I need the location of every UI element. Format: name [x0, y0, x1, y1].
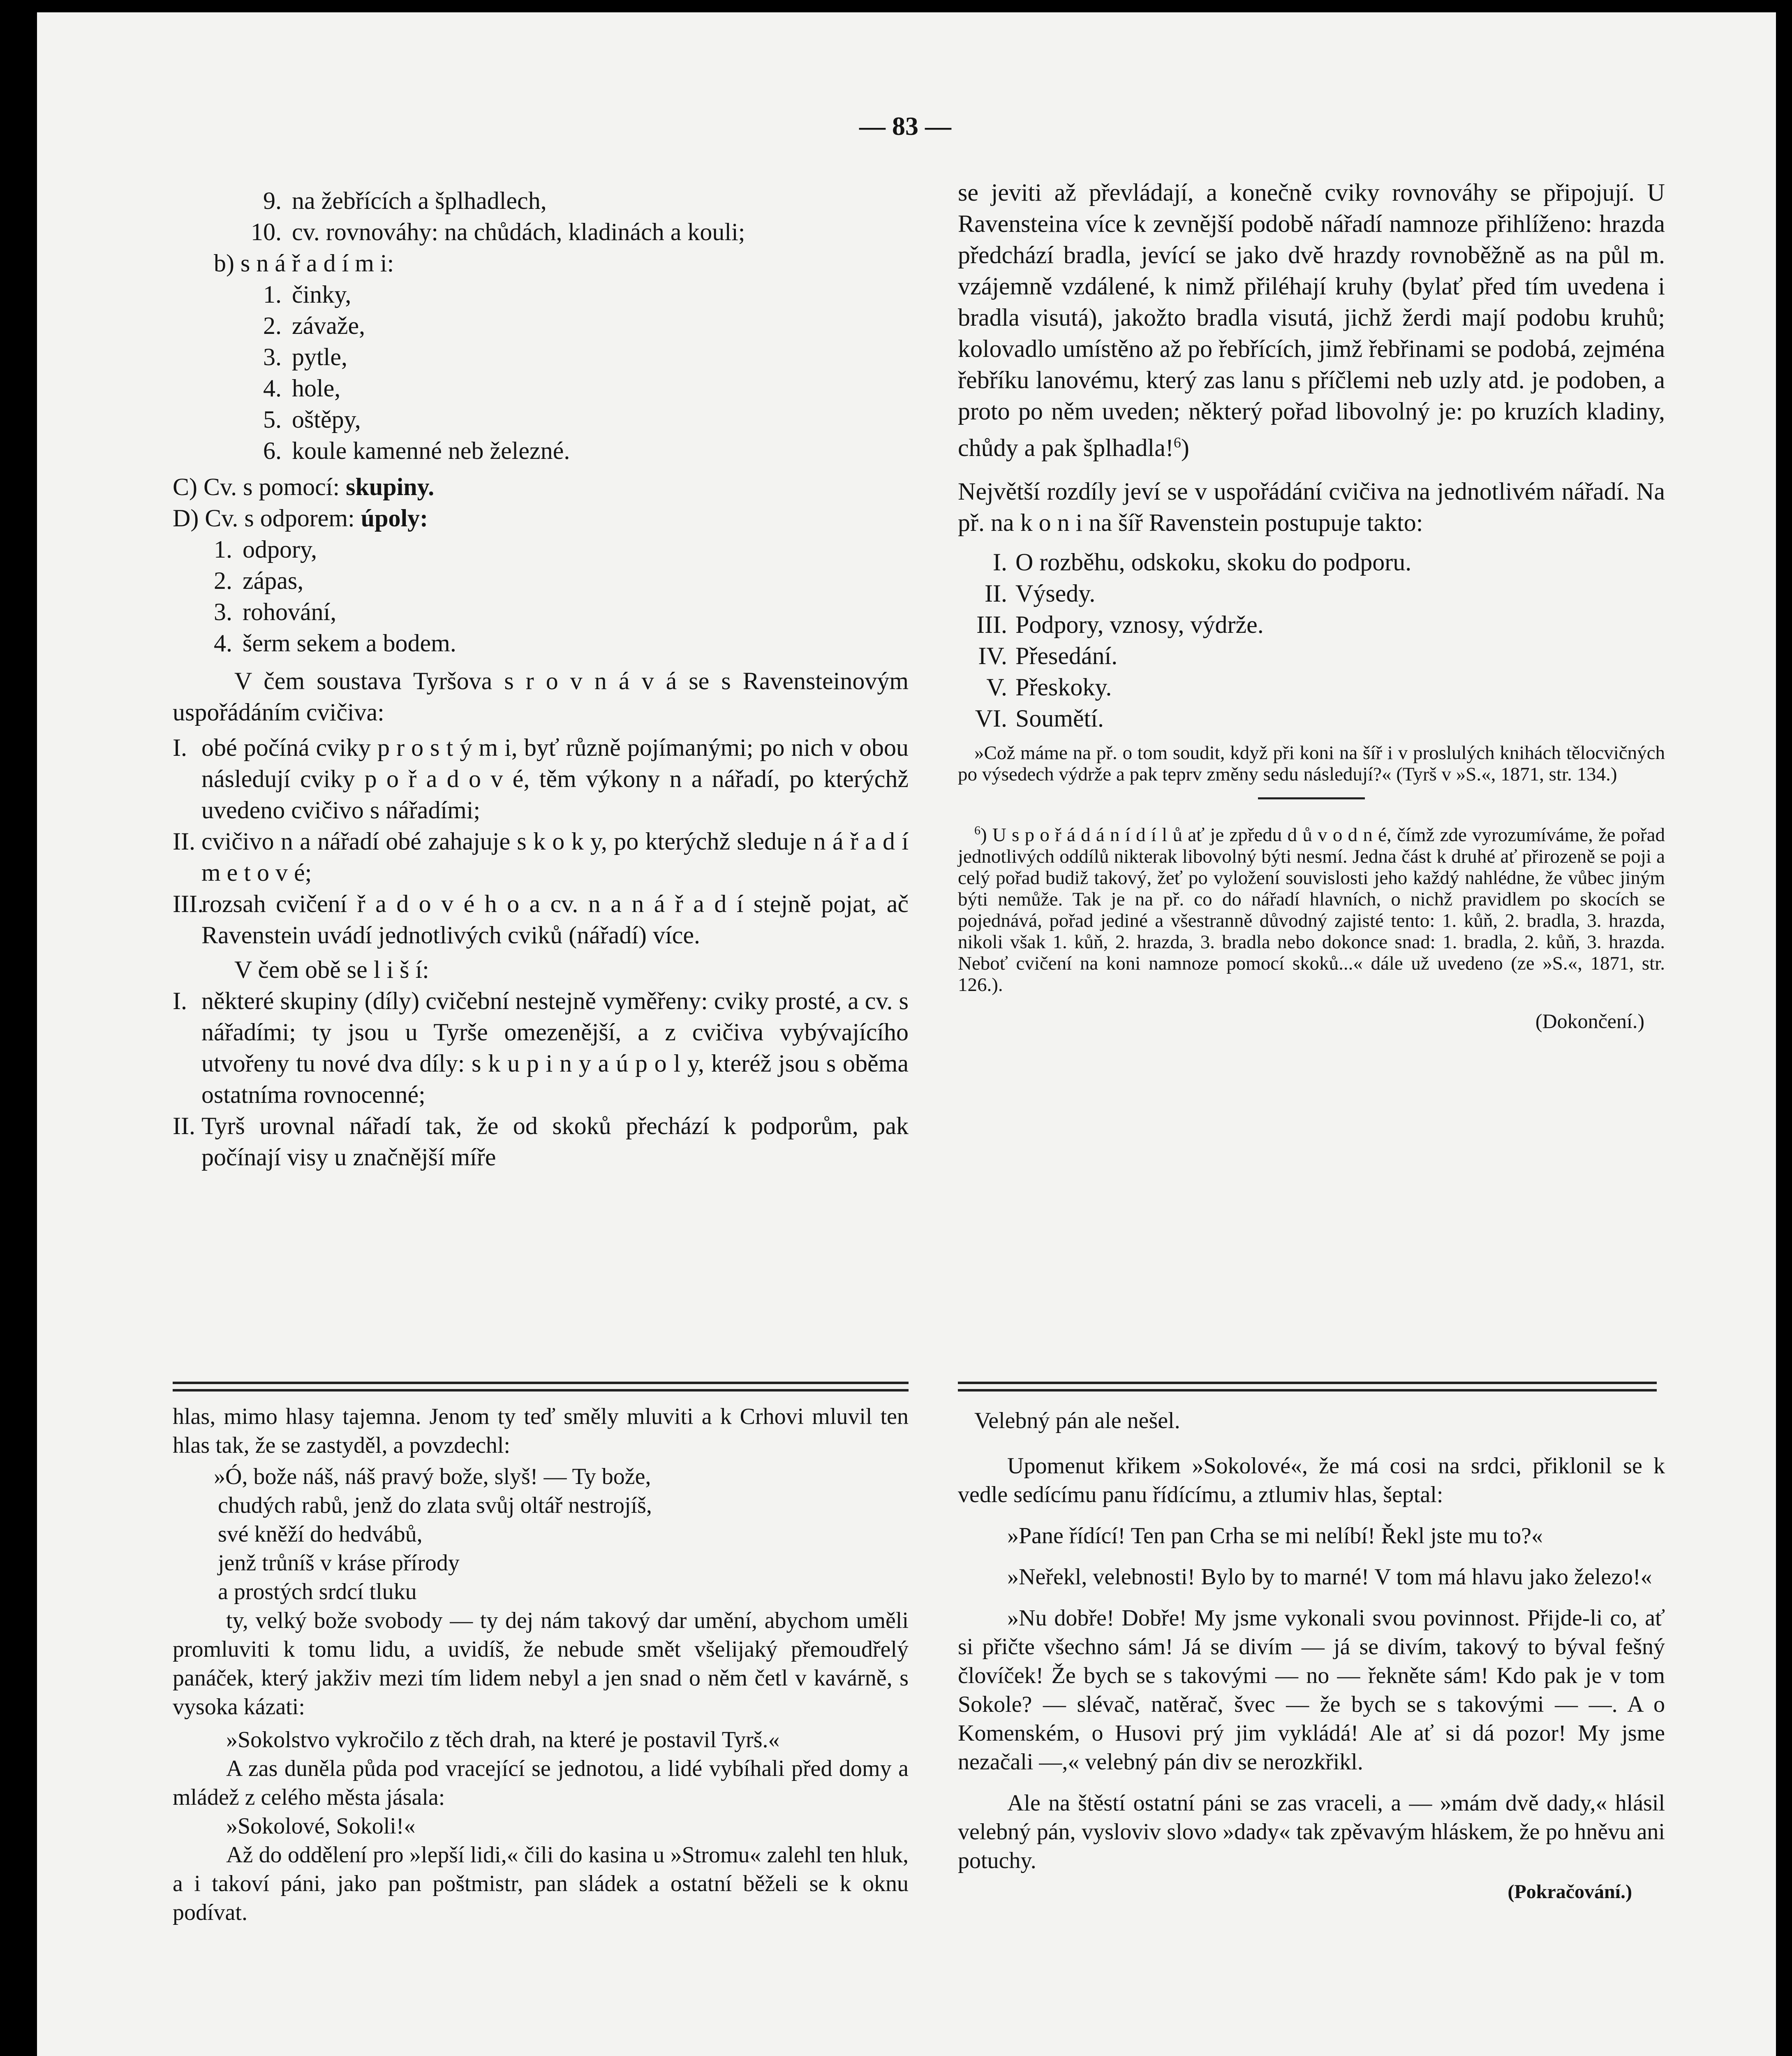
- poem: [173, 1462, 909, 1606]
- differ-list: [173, 985, 909, 1173]
- quote-small: »Což máme na př. o tom soudit, když při koni na šíř i v proslulých knihách tělocvičných po výsedech výdrže a pak teprv změny sedu následují?« (Tyrš v »S.«, 1871, str. 134.): [958, 742, 1665, 785]
- footnote-ref: 6: [1173, 434, 1181, 451]
- paragraph: »Pane řídící! Ten pan Crha se mi nelíbí! Řekl jste mu to?«: [1007, 1523, 1543, 1549]
- compare-paragraph: V čem soustava Tyršova s r o v n á v á se s Ravensteinovým uspořádáním cvičiva:: [173, 667, 909, 726]
- paragraph: »Neřekl, velebnosti! Bylo by to marné! V tom má hlavu jako železo!«: [1007, 1564, 1652, 1590]
- list-item: 1. odpory,: [214, 536, 317, 563]
- list-item: I. některé skupiny (díly) cvičební nestejně vyměřeny: cviky prosté, a cv. s nářadími; ty jsou u Tyrše omezenější, a z cvičiva vybývajícího utvořeny tu nové dva díly: s k u p i n y a ú p o l y, kteréž jsou s oběma ostatníma rovnocenné;: [173, 987, 909, 1108]
- differ-paragraph: V čem obě se l i š í:: [234, 956, 429, 983]
- paragraph: hlas, mimo hlasy tajemna. Jenom ty teď směly mluviti a k Crhovi mluvil ten hlas tak, že se zastyděl, a povzdechl:: [173, 1404, 909, 1458]
- poem-line: jenž trůníš v kráse přírody: [218, 1550, 460, 1576]
- footnote: $^6$) U s p o ř á d á n í d í l ů ať je zpředu d ů v o d n é, čímž zde vyrozumíváme, že pořad jednotlivých oddílů nikterak libovolný býti nesmí. Jedna část k druhé ať přirozeně se poji a celý pořad budiž takový, žeť po vyložení souvislosti jeho každý nahlédne, že vůbec jiným býti nemůže. Tak je na př. co do nářadí hlavních, o nichž pravidlem po skocích se pojednává, pořad jediné a všestranně důvodný zajisté tento: 1. kůň, 2. bradla, 3. hrazda, nikoli však 1. kůň, 2. hrazda, 3. bradla nebo dokonce snad: 1. bradla, 2. kůň, 3. hrazda. Neboť cvičení na koni namnoze pomocí skoků...« dále už uvedeno (ze »S.«, 1871, str. 126.).: [958, 824, 1665, 996]
- list-item: 10. cv. rovnováhy: na chůdách, kladinách a kouli;: [251, 218, 745, 245]
- list-d: [173, 534, 909, 659]
- page-sheet: [37, 12, 1776, 2056]
- bottom-left-column: [173, 1402, 909, 1927]
- page-number: — 83 —: [859, 111, 951, 141]
- list-item: II. Výsedy.: [985, 580, 1096, 607]
- list-item: 9. na žebřících a šplhadlech,: [263, 187, 547, 214]
- list-item: II. Tyrš urovnal nářadí tak, že od skoků přechází k podporům, pak počínají visy u značnější míře: [173, 1112, 909, 1171]
- top-left-column: [173, 185, 909, 1173]
- paragraph: Ale na štěstí ostatní páni se zas vraceli, a — »mám dvě dady,« hlásil velebný pán, vysloviv slovo »dady« tak zpěvavým hláskem, že po hněvu ani potuchy.: [958, 1790, 1665, 1873]
- difference-paragraph: Největší rozdíly jeví se v uspořádání cvičiva na jednotlivém nářadí. Na př. na k o n i na šíř Ravenstein postupuje takto:: [958, 478, 1665, 536]
- top-right-column: [958, 177, 1665, 1037]
- list-item: V. Přeskoky.: [986, 674, 1112, 701]
- footnote-divider: [1258, 797, 1365, 799]
- list-item: I. obé počíná cviky p r o s t ý m i, byť různě pojímanými; po nich v obou následují cviky p o ř a d o v é, těm výkony n a nářadí, po kterýchž uvedeno cvičivo s nářadími;: [173, 734, 909, 824]
- list-item: 4. hole,: [263, 375, 341, 402]
- poem-line: chudých rabů, jenž do zlata svůj oltář nestrojíš,: [218, 1493, 652, 1518]
- b-heading: b) s n á ř a d í m i:: [214, 250, 394, 277]
- list-item: 1. činky,: [263, 281, 351, 308]
- list-item: 5. oštěpy,: [263, 406, 361, 433]
- continued-paragraph: se jeviti až převládají, a konečně cviky rovnováhy se připojují. U Ravensteina více k zevnější podobě nářadí namnoze přihlíženo: hrazda předchází bradla, jevící se jako dvě hrazdy rovnoběžně as na půl m. vzájemně vzdálené, k nimž přiléhají kruhy (bylať před tím uvedena i bradla visutá), jakožto bradla visutá, jichž žerdi mají podobu kruhů; kolovadlo umístěno až po řebřících, jimž řebřinami se podobá, zejména řebříku lanovému, který zas lanu s příčlemi neb uzly atd. je podoben, a proto po něm uveden; některý pořad libovolný je: po kruzích kladiny, chůdy a pak šplhadla!$^6$): [958, 179, 1665, 461]
- list-item: 2. závaže,: [263, 312, 365, 339]
- list-item: III. rozsah cvičení ř a d o v é h o a cv. n a n á ř a d í stejně pojat, ač Ravenstein uvádí jednotlivých cviků (nářadí) více.: [173, 890, 909, 949]
- paragraph: ty, velký bože svobody — ty dej nám takový dar umění, abychom uměli promluviti k tomu lidu, a uvidíš, že nebude smět všelijaký přemoudřelý panáček, který jakživ mezi tím lidem nebyl a jen snad o něm četl v kavárně, s vysoka kázati:: [173, 1608, 909, 1720]
- bottom-right-column: [958, 1406, 1665, 1906]
- list-item: 2. zápas,: [214, 567, 304, 594]
- compare-list: [173, 732, 909, 951]
- list-b: [173, 279, 909, 466]
- paragraph: »Sokolové, Sokoli!«: [226, 1813, 416, 1839]
- list-item: 3. pytle,: [263, 343, 347, 370]
- roman-list: [958, 546, 1665, 734]
- paragraph: Upomenut křikem »Sokolové«, že má cosi na srdci, přiklonil se k vedle sedícímu panu řídícímu, a ztlumiv hlas, šeptal:: [958, 1453, 1665, 1507]
- poem-line: »Ó, bože náš, náš pravý bože, slyš! — Ty bože,: [214, 1464, 651, 1489]
- list-item: 4. šerm sekem a bodem.: [214, 630, 456, 657]
- paragraph: A zas duněla půda pod vracející se jednotou, a lidé vybíhali před domy a mládež z celého města jásala:: [173, 1756, 909, 1810]
- c-line: C) Cv. s pomocí: skupiny.: [173, 473, 435, 500]
- list-item: II. cvičivo n a nářadí obé zahajuje s k o k y, po kterýchž sleduje n á ř a d í m e t o v é;: [173, 828, 909, 886]
- section-divider-left: [173, 1382, 909, 1384]
- list-item: I. O rozběhu, odskoku, skoku do podporu.: [993, 549, 1412, 576]
- paragraph: »Nu dobře! Dobře! My jsme vykonali svou povinnost. Přijde-li co, ať si přičte všechno sám! Já se divím — já se divím, takový to býval fešný človíček! Že bych se s takovými — no — řekněte sám! Kdo pak je v tom Sokole? — slévač, natěrač, švec — že bych se s takovými — —. A o Komenském, o Husovi prý jim vykládá! Ale ať si dá pozor! My jsme nezačali —,« velebný pán div se nerozkřikl.: [958, 1605, 1665, 1775]
- end-mark-pokracovani: (Pokračování.): [1508, 1881, 1632, 1903]
- list-item: 3. rohování,: [214, 598, 337, 625]
- paragraph: Až do oddělení pro »lepší lidi,« čili do kasina u »Stromu« zalehl ten hluk, a i takoví páni, jako pan poštmistr, pan sládek a ostatní běželi se k oknu podívat.: [173, 1842, 909, 1925]
- section-divider-right: [958, 1382, 1657, 1384]
- poem-line: a prostých srdcí tluku: [218, 1579, 417, 1605]
- list-item: VI. Soumětí.: [975, 705, 1104, 732]
- list-item: III. Podpory, vznosy, výdrže.: [976, 611, 1264, 638]
- d-line: D) Cv. s odporem: úpoly:: [173, 505, 428, 532]
- list-item: 6. koule kamenné neb železné.: [263, 437, 570, 464]
- poem-line: své kněží do hedvábů,: [218, 1521, 423, 1547]
- paragraph: Velebný pán ale nešel.: [974, 1408, 1180, 1433]
- paragraph: »Sokolstvo vykročilo z těch drah, na které je postavil Tyrš.«: [226, 1727, 780, 1753]
- list-item: IV. Přesedání.: [978, 642, 1118, 669]
- end-mark-dokonceni: (Dokončení.): [1535, 1009, 1644, 1033]
